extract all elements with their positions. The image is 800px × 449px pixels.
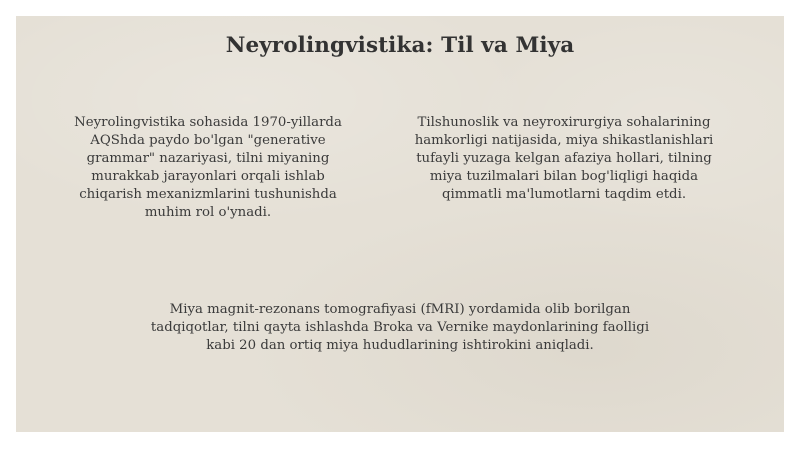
slide (16, 16, 784, 432)
paragraph-aphasia: Tilshunoslik va neyroxirurgiya sohalarining hamkorligi natijasida, miya shikastlanishlari tufayli yuzaga kelgan afaziya hollari, tilning miya tuzilmalari bilan bog'liqligi haqida qimmatli ma'lumotlarni taqdim etdi. (414, 115, 714, 202)
slide-title: Neyrolingvistika: Til va Miya (225, 33, 575, 58)
paragraph-generative-grammar: Neyrolingvistika sohasida 1970-yillarda AQShda paydo bo'lgan "generative grammar" nazariyasi, tilni miyaning murakkab jarayonlari orqali ishlab chiqarish mexanizmlarini tushunishda muhim rol o'ynadi. (74, 115, 342, 220)
paragraph-fmri: Miya magnit-rezonans tomografiyasi (fMRI) yordamida olib borilgan tadqiqotlar, tilni qayta ishlashda Broka va Vernike maydonlarining faolligi kabi 20 dan ortiq miya hududlarining ishtirokini aniqladi. (150, 302, 650, 353)
